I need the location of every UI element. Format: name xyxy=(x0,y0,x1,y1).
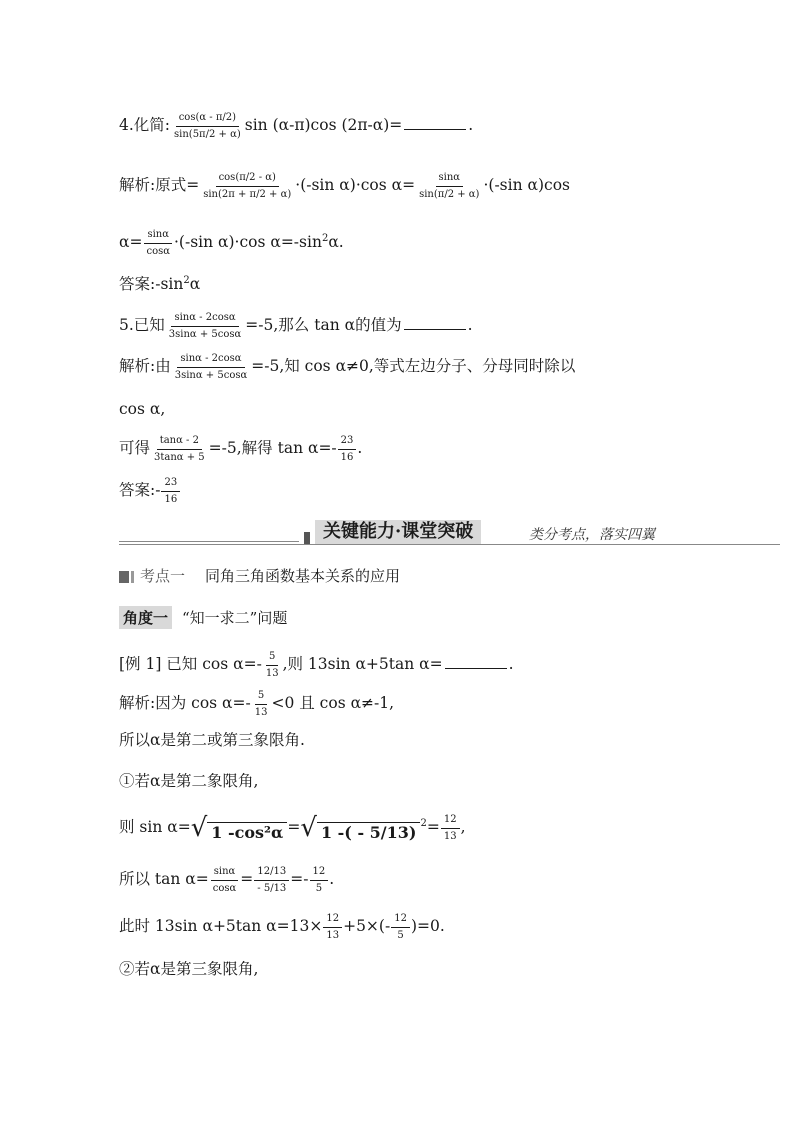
fraction: $\frac{5}{13}$ xyxy=(265,651,279,679)
sqrt: √ 1 -cos²α xyxy=(191,815,288,841)
banner-title: 关键能力·课堂突破 xyxy=(315,520,481,544)
fraction: $\frac{23}{16}$ xyxy=(161,477,180,505)
ex1-tan-line: 所以 tan α= $\frac{\sin\alpha}{\cos\alpha}$ = $\frac{12/13}{- 5/13}$ =- $\frac{12}{5}$ . xyxy=(119,866,335,894)
answer-blank[interactable] xyxy=(404,117,466,130)
banner-rule xyxy=(119,544,780,545)
fraction: $\frac{23}{16}$ xyxy=(338,435,357,463)
square-marker-icon xyxy=(119,571,129,583)
fraction: $\frac{\sin\alpha}{\cos\alpha}$ xyxy=(210,866,240,894)
jiaodu-label: 角度一 xyxy=(119,606,172,629)
q4-rest: sin (α-π)cos (2π-α)= xyxy=(244,116,403,134)
fraction: $\frac{\sin\alpha - 2\cos\alpha}{3\sin\alpha + 5\cos\alpha}$ xyxy=(168,312,242,340)
section-banner xyxy=(119,520,780,548)
fraction: $\frac{12}{5}$ xyxy=(310,866,329,894)
ex1-case-1: ①若α是第二象限角, xyxy=(119,772,259,790)
fraction: $\frac{12}{13}$ xyxy=(441,814,460,842)
fraction: $\frac{\sin\alpha - 2\cos\alpha}{3\sin\alpha + 5\cos\alpha}$ xyxy=(174,353,248,381)
answer-blank[interactable] xyxy=(404,317,466,330)
q5-solution-line-2: cos α, xyxy=(119,400,166,418)
fraction: $\frac{12}{5}$ xyxy=(391,913,410,941)
ex1-solution-line-1: 解析:因为 cos α=- $\frac{5}{13}$ <0 且 cos α≠-1, xyxy=(119,690,395,718)
fraction: $\frac{\cos(\pi/2 - \alpha)}{\sin(2\pi + \pi/2 + \alpha)}$ xyxy=(203,172,292,200)
jiaodu-title: “知一求二”问题 xyxy=(182,609,288,627)
ex1-result-line: 此时 13sin α+5tan α=13× $\frac{12}{13}$ +5×(- $\frac{12}{5}$ )=0. xyxy=(119,913,445,941)
ex1-case-2: ②若α是第三象限角, xyxy=(119,960,259,978)
q4-solution-line-2: α= $\frac{\sin\alpha}{\cos\alpha}$ ·(-sin α)·cos $\alpha=-\sin^2\alpha$. xyxy=(119,229,344,257)
bar-marker-icon xyxy=(131,571,134,583)
q4-fraction: $\frac{\cos(\alpha - \pi/2)}{\sin(5\pi/2 + \alpha)}$ xyxy=(174,112,241,140)
banner-rule-left xyxy=(119,541,299,542)
answer-blank[interactable] xyxy=(445,656,507,669)
q5-solution-line-1: 解析:由 $\frac{\sin\alpha - 2\cos\alpha}{3\sin\alpha + 5\cos\alpha}$ =-5,知 cos α≠0,等式左边分子、分母同时除以 xyxy=(119,353,576,381)
example-1: [例 1] 已知 cos α=- $\frac{5}{13}$ ,则 13sin α+5tan α= . xyxy=(119,651,514,679)
ex1-solution-line-2: 所以α是第二或第三象限角. xyxy=(119,731,305,749)
ex1-sin-line: 则 sin α= √ 1 -cos²α = √ 1 -( - 5/13) $^2$= $\frac{12}{13}$ , xyxy=(119,813,466,843)
q4-answer: 答案$:-\sin^2\alpha$ xyxy=(119,275,201,294)
q4-solution-line-1: 解析:原式= $\frac{\cos(\pi/2 - \alpha)}{\sin(2\pi + \pi/2 + \alpha)}$ ·(-sin α)·cos α= $\frac{\sin\alpha}{\sin(\pi/2 + \alpha)}$ ·(-sin α)cos xyxy=(119,172,570,200)
fraction: $\frac{\tan\alpha - 2}{3\tan\alpha + 5}$ xyxy=(154,435,205,463)
jiaodu-heading xyxy=(119,606,287,629)
kaodian-title: 同角三角函数基本关系的应用 xyxy=(205,567,401,585)
fraction: $\frac{12/13}{- 5/13}$ xyxy=(254,866,289,894)
fraction: $\frac{12}{13}$ xyxy=(323,913,342,941)
banner-tagline: 类分考点，落实四翼 xyxy=(529,527,655,543)
q5-answer: 答案:- $\frac{23}{16}$ xyxy=(119,477,181,505)
sqrt: √ 1 -( - 5/13) xyxy=(300,815,420,841)
q4-prefix: 4.化简: xyxy=(119,116,171,134)
kaodian-label: 考点一 xyxy=(140,567,186,585)
question-4: 4.化简: $\frac{\cos(\alpha - \pi/2)}{\sin(5\pi/2 + \alpha)}$ sin (α-π)cos (2π-α)= . xyxy=(119,112,474,140)
fraction: $\frac{\sin\alpha}{\cos\alpha}$ xyxy=(143,229,173,257)
fraction: $\frac{\sin\alpha}{\sin(\pi/2 + \alpha)}$ xyxy=(419,172,480,200)
q5-solution-line-3: 可得 $\frac{\tan\alpha - 2}{3\tan\alpha + 5}$ =-5,解得 tan α=- $\frac{23}{16}$ . xyxy=(119,435,363,463)
kaodian-heading xyxy=(119,565,400,586)
question-5: 5.已知 $\frac{\sin\alpha - 2\cos\alpha}{3\sin\alpha + 5\cos\alpha}$ =-5,那么 tan α的值为 . xyxy=(119,312,473,340)
fraction: $\frac{5}{13}$ xyxy=(254,690,268,718)
banner-marker xyxy=(304,532,310,544)
